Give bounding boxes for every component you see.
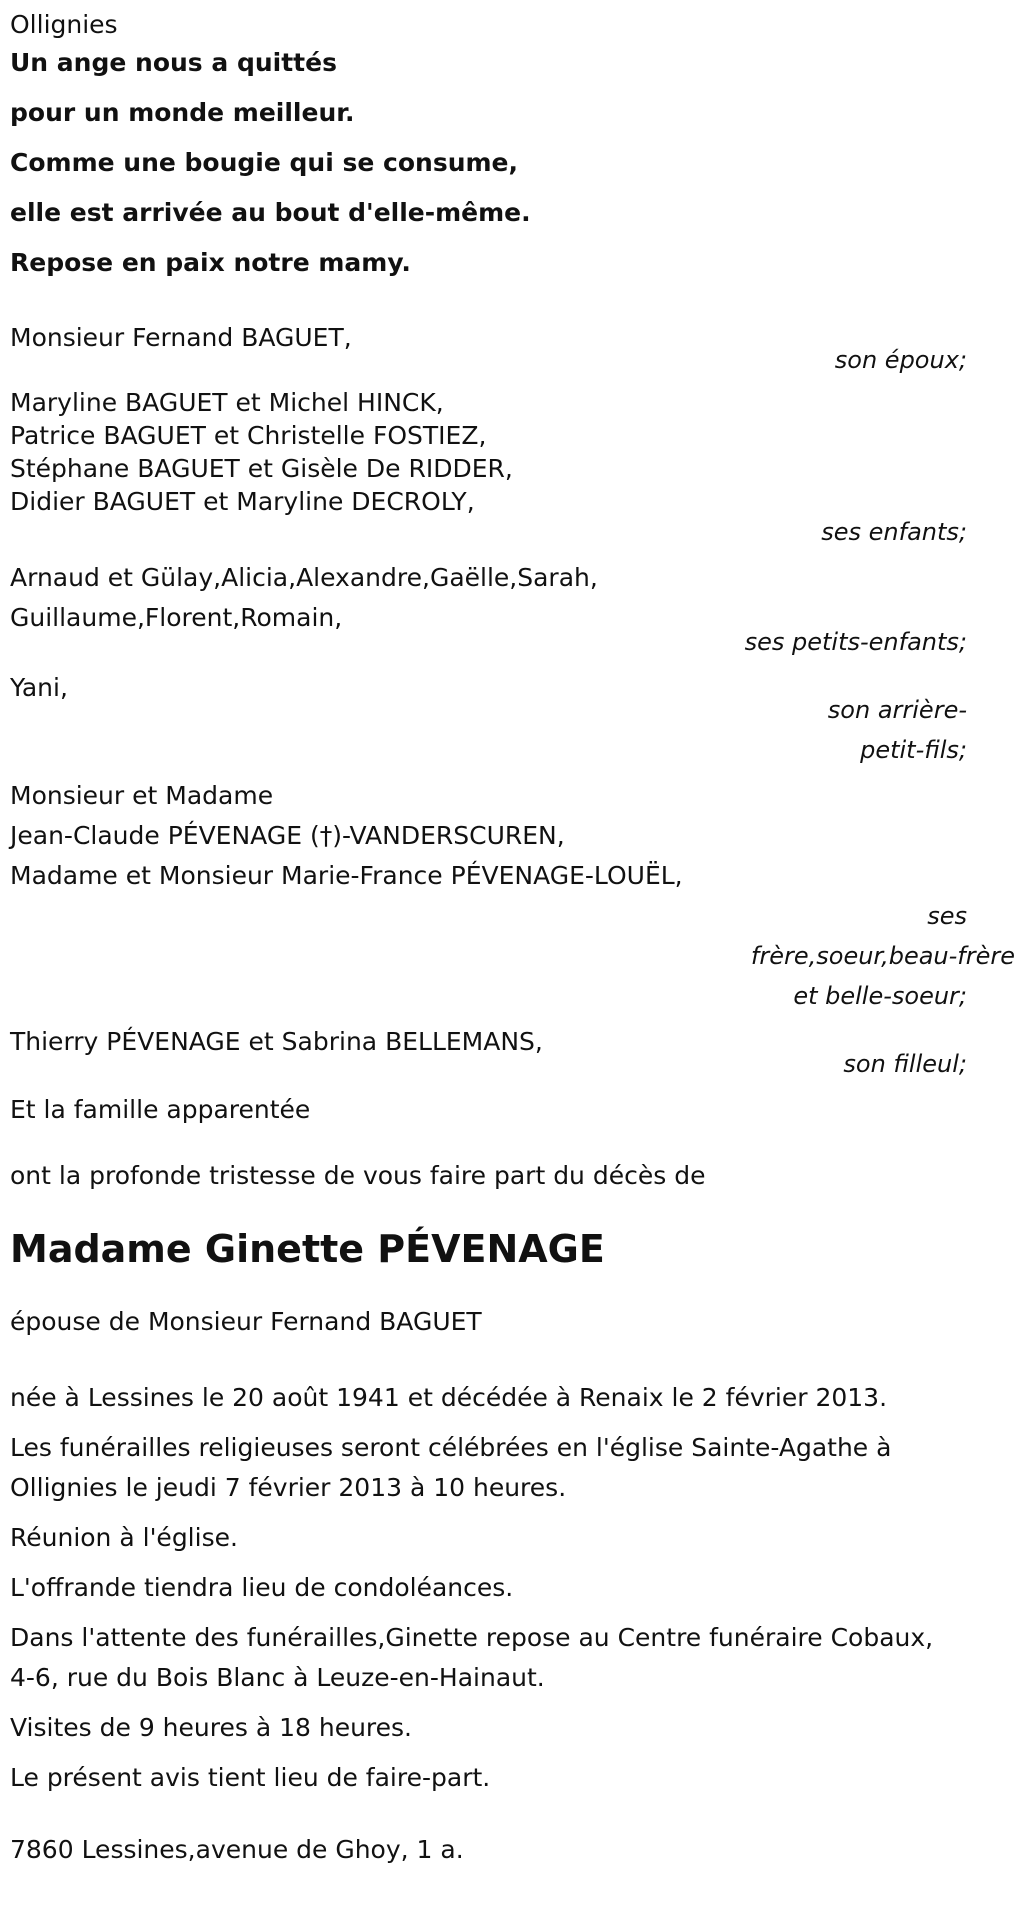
family-name: Jean-Claude PÉVENAGE (†)-VANDERSCUREN, [10,821,565,850]
family-relation: frère,soeur,beau-frère [750,942,1015,970]
family-relation: petit-fils; [860,736,967,764]
family-name: Didier BAGUET et Maryline DECROLY, [10,487,475,516]
poem-line: pour un monde meilleur. [10,98,355,127]
family-group-relatives [10,1090,1015,1130]
family-name: Arnaud et Gülay,Alicia,Alexandre,Gaëlle,Sarah, [10,563,598,592]
family-name: Maryline BAGUET et Michel HINCK, [10,388,444,417]
birth-death-line: née à Lessines le 20 août 1941 et décédée à Renaix le 2 février 2013. [10,1383,888,1412]
family-relation: son époux; [834,346,967,374]
meeting-line: Réunion à l'église. [10,1523,238,1552]
family-name: Yani, [10,673,68,702]
family-name: Patrice BAGUET et Christelle FOSTIEZ, [10,421,487,450]
family-relation: ses enfants; [821,518,967,546]
family-relation: ses [927,902,967,930]
address-line: 7860 Lessines,avenue de Ghoy, 1 a. [10,1835,464,1864]
family-name: Stéphane BAGUET et Gisèle De RIDDER, [10,454,513,483]
family-relation: son filleul; [843,1050,967,1078]
funeral-line: Les funérailles religieuses seront célébrées en l'église Sainte-Agathe à [10,1433,892,1462]
place-name: Ollignies [10,10,118,39]
family-name: Thierry PÉVENAGE et Sabrina BELLEMANS, [10,1027,543,1056]
family-name: Guillaume,Florent,Romain, [10,603,343,632]
visits-line: Visites de 9 heures à 18 heures. [10,1713,413,1742]
rest-line: 4-6, rue du Bois Blanc à Leuze-en-Hainaut. [10,1663,545,1692]
family-relation: et belle-soeur; [793,982,967,1010]
family-name: Monsieur et Madame [10,781,274,810]
family-group-great-grandchild [10,668,1015,770]
family-name: Madame et Monsieur Marie-France PÉVENAGE-LOUËL, [10,861,683,890]
family-relation: son arrière- [827,696,967,724]
family-name: Monsieur Fernand BAGUET, [10,323,352,352]
funeral-info [10,1378,1015,1798]
poem [10,38,1015,288]
family-list [10,318,1015,1130]
poem-line: Repose en paix notre mamy. [10,248,411,277]
family-relation: ses petits-enfants; [744,628,967,656]
spouse-line: épouse de Monsieur Fernand BAGUET [10,1307,482,1336]
poem-line: elle est arrivée au bout d'elle-même. [10,198,531,227]
notice-line: Le présent avis tient lieu de faire-part. [10,1763,491,1792]
family-name: Et la famille apparentée [10,1095,311,1124]
family-group-children [10,386,1015,552]
poem-line: Comme une bougie qui se consume, [10,148,519,177]
offering-line: L'offrande tiendra lieu de condoléances. [10,1573,514,1602]
announcement-text: ont la profonde tristesse de vous faire part du décès de [10,1161,706,1190]
deceased-name: Madame Ginette PÉVENAGE [10,1227,605,1271]
family-group-godson [10,1022,1015,1084]
family-group-spouse [10,318,1015,380]
funeral-line: Ollignies le jeudi 7 février 2013 à 10 heures. [10,1473,567,1502]
family-group-grandchildren [10,558,1015,662]
poem-line: Un ange nous a quittés [10,48,337,77]
family-group-siblings [10,776,1015,1016]
rest-line: Dans l'attente des funérailles,Ginette repose au Centre funéraire Cobaux, [10,1623,934,1652]
